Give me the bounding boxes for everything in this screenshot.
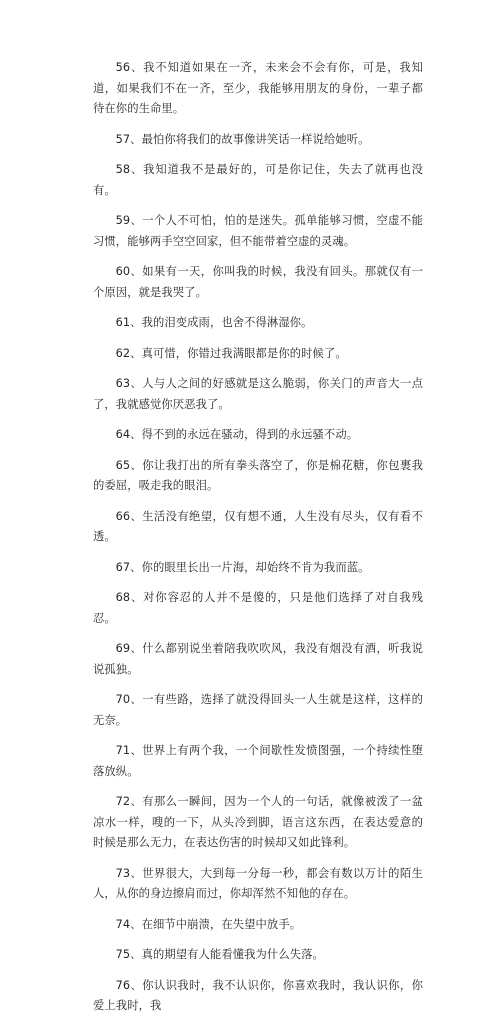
paragraph-76: 76、你认识我时，我不认识你，你喜欢我时，我认识你，你爱上我时，我 [93, 978, 423, 1012]
paragraph-56: 56、我不知道如果在一齐，未来会不会有你，可是，我知道，如果我们不在一齐，至少，我能够用朋友的身份，一辈子都待在你的生命里。 [93, 61, 423, 115]
paragraph-75: 75、真的期望有人能看懂我为什么失落。 [115, 948, 324, 961]
paragraph-65: 65、你让我打出的所有拳头落空了，你是棉花糖，你包裹我的委屈，吸走我的眼泪。 [93, 458, 423, 492]
paragraph-60: 60、如果有一天，你叫我的时候，我没有回头。那就仅有一个原因，就是我哭了。 [93, 265, 423, 299]
paragraph-61: 61、我的泪变成雨，也舍不得淋湿你。 [115, 316, 313, 329]
paragraph-58: 58、我知道我不是最好的，可是你记住，失去了就再也没有。 [93, 163, 423, 197]
paragraph-71: 71、世界上有两个我，一个间歇性发愤图强，一个持续性堕落放纵。 [93, 744, 423, 778]
paragraph-66: 66、生活没有绝望，仅有想不通，人生没有尽头，仅有看不透。 [93, 509, 423, 543]
paragraph-74: 74、在细节中崩溃，在失望中放手。 [115, 917, 302, 931]
paragraph-73: 73、世界很大，大到每一分每一秒，都会有数以万计的陌生人，从你的身边擦肩而过，你却浑然不知他的存在。 [93, 866, 423, 900]
paragraph-57: 57、最怕你将我们的故事像讲笑话一样说给她听。 [115, 132, 370, 146]
paragraph-64: 64、得不到的永远在骚动，得到的永远骚不动。 [115, 428, 359, 441]
paragraph-70: 70、一有些路，选择了就没得回头一人生就是这样，这样的无奈。 [93, 693, 423, 727]
paragraph-59: 59、一个人不可怕，怕的是迷失。孤单能够习惯，空虚不能习惯，能够两手空空回家，但不能带着空虚的灵魂。 [93, 214, 423, 248]
paragraph-72: 72、有那么一瞬间，因为一个人的一句话，就像被泼了一盆凉水一样，嗖的一下，从头冷到脚，语言这东西，在表达爱意的时候是那么无力，在表达伤害的时候却又如此锋利。 [93, 795, 423, 849]
document-body [93, 58, 423, 1027]
paragraph-62: 62、真可惜，你错过我满眼都是你的时候了。 [115, 346, 347, 360]
paragraph-67: 67、你的眼里长出一片海，却始终不肯为我而蓝。 [115, 560, 370, 574]
paragraph-68: 68、对你容忍的人并不是傻的，只是他们选择了对自我残忍。 [93, 591, 423, 625]
paragraph-63: 63、人与人之间的好感就是这么脆弱，你关门的声音大一点了，我就感觉你厌恶我了。 [93, 377, 423, 411]
paragraph-69: 69、什么都别说坐着陪我吹吹风，我没有烟没有酒，听我说说孤独。 [93, 642, 423, 676]
